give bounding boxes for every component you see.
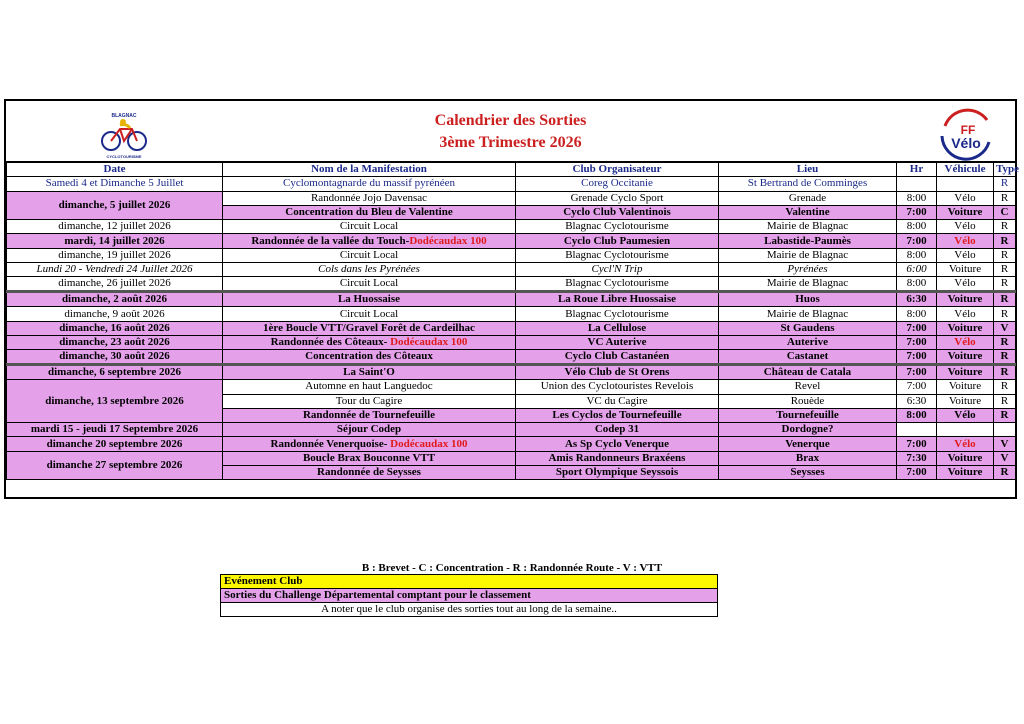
cell-type: R <box>994 408 1016 422</box>
cell-name: Circuit Local <box>223 248 516 262</box>
cell-lieu: Rouède <box>719 394 897 408</box>
dodecaudax-tag: Dodécaudax 100 <box>390 336 468 349</box>
cell-type: V <box>994 451 1016 465</box>
logo-right-top-text: FF <box>960 123 976 137</box>
cell-hr: 6:00 <box>897 263 937 277</box>
cell-hr: 7:30 <box>897 451 937 465</box>
cell-type: R <box>994 177 1016 191</box>
table-row <box>7 437 1016 451</box>
cell-date: Samedi 4 et Dimanche 5 Juillet <box>7 177 223 191</box>
cell-hr: 8:00 <box>897 277 937 292</box>
cell-date: dimanche, 30 août 2026 <box>7 350 223 365</box>
cell-lieu: Mairie de Blagnac <box>719 307 897 321</box>
cell-date: dimanche 20 septembre 2026 <box>7 437 223 451</box>
cell-veh: Voiture <box>937 466 994 480</box>
color-legend <box>220 575 718 617</box>
table-row <box>7 423 1016 437</box>
cell-veh: Voiture <box>937 205 994 219</box>
cell-hr: 7:00 <box>897 205 937 219</box>
cell-type: R <box>994 248 1016 262</box>
cell-club: Blagnac Cyclotourisme <box>516 277 719 292</box>
calendar-sheet <box>4 99 1020 499</box>
cell-lieu: Mairie de Blagnac <box>719 277 897 292</box>
cell-type: R <box>994 394 1016 408</box>
cell-hr: 7:00 <box>897 350 937 365</box>
table-row <box>7 380 1016 394</box>
cell-lieu: Pyrénées <box>719 263 897 277</box>
cell-hr: 6:30 <box>897 394 937 408</box>
cell-veh: Vélo <box>937 335 994 349</box>
cell-club: Blagnac Cyclotourisme <box>516 307 719 321</box>
table-row <box>7 277 1016 292</box>
cell-lieu: Brax <box>719 451 897 465</box>
cell-name: Cols dans les Pyrénées <box>223 263 516 277</box>
type-legend: B : Brevet - C : Concentration - R : Randonnée Route - V : VTT <box>361 562 663 574</box>
cell-date: dimanche, 5 juillet 2026 <box>7 191 223 220</box>
logo-left-bottom-text: CYCLOTOURISME <box>106 154 142 159</box>
table-row <box>7 307 1016 321</box>
col-name: Nom de la Manifestation <box>223 163 516 177</box>
cell-hr <box>897 177 937 191</box>
cell-hr: 8:00 <box>897 220 937 234</box>
cell-veh <box>937 423 994 437</box>
cell-name <box>223 437 516 451</box>
cell-hr: 8:00 <box>897 191 937 205</box>
cell-name: Automne en haut Languedoc <box>223 380 516 394</box>
cell-type: R <box>994 466 1016 480</box>
cell-name: Randonnée de Seysses <box>223 466 516 480</box>
cell-lieu: Château de Catala <box>719 365 897 380</box>
cell-date: mardi 15 - jeudi 17 Septembre 2026 <box>7 423 223 437</box>
dodecaudax-tag: Dodécaudax 100 <box>409 234 487 247</box>
cell-lieu: Valentine <box>719 205 897 219</box>
col-lieu: Lieu <box>719 163 897 177</box>
cell-lieu: St Bertrand de Comminges <box>719 177 897 191</box>
cell-hr: 7:00 <box>897 335 937 349</box>
cell-veh: Voiture <box>937 350 994 365</box>
cell-club: La Cellulose <box>516 321 719 335</box>
table-row <box>7 234 1016 248</box>
ffvelo-logo <box>937 106 995 160</box>
cell-club: Les Cyclos de Tournefeuille <box>516 408 719 422</box>
table-row <box>7 248 1016 262</box>
cell-veh: Voiture <box>937 263 994 277</box>
cell-type <box>994 423 1016 437</box>
cell-lieu: Grenade <box>719 191 897 205</box>
col-date: Date <box>7 163 223 177</box>
cell-veh: Vélo <box>937 234 994 248</box>
legend-club-event: Evénement Club <box>220 574 718 589</box>
cell-hr: 7:00 <box>897 380 937 394</box>
table-row <box>7 335 1016 349</box>
cell-hr: 8:00 <box>897 248 937 262</box>
table-row <box>7 321 1016 335</box>
cell-hr: 8:00 <box>897 307 937 321</box>
col-hr: Hr <box>897 163 937 177</box>
cell-veh: Voiture <box>937 292 994 307</box>
cell-club: Blagnac Cyclotourisme <box>516 220 719 234</box>
dodecaudax-tag: Dodécaudax 100 <box>390 437 468 450</box>
cell-type: R <box>994 277 1016 292</box>
logo-left-top-text: BLAGNAC <box>111 113 137 119</box>
calendar-table <box>6 162 1020 480</box>
legend-note: A noter que le club organise des sorties tout au long de la semaine.. <box>220 602 718 617</box>
cell-club: Sport Olympique Seyssois <box>516 466 719 480</box>
cell-name: Boucle Brax Bouconne VTT <box>223 451 516 465</box>
cell-veh <box>937 177 994 191</box>
cell-date: dimanche, 12 juillet 2026 <box>7 220 223 234</box>
cell-veh: Vélo <box>937 248 994 262</box>
cell-name <box>223 234 516 248</box>
cell-date: dimanche 27 septembre 2026 <box>7 451 223 480</box>
cell-lieu: Castanet <box>719 350 897 365</box>
cell-hr: 6:30 <box>897 292 937 307</box>
cell-type: R <box>994 335 1016 349</box>
cell-name: Séjour Codep <box>223 423 516 437</box>
cell-club: Coreg Occitanie <box>516 177 719 191</box>
table-row <box>7 365 1016 380</box>
cell-lieu: Auterive <box>719 335 897 349</box>
cell-type: R <box>994 307 1016 321</box>
cell-type: R <box>994 380 1016 394</box>
cell-type: R <box>994 220 1016 234</box>
cell-club: Cyclo Club Valentinois <box>516 205 719 219</box>
cell-name-text: Randonnée de la vallée du Touch- <box>251 234 410 247</box>
logo-right-bottom-text: Vélo <box>951 135 981 151</box>
cell-lieu: Mairie de Blagnac <box>719 248 897 262</box>
table-row <box>7 263 1016 277</box>
cell-veh: Vélo <box>937 220 994 234</box>
cell-date: Lundi 20 - Vendredi 24 Juillet 2026 <box>7 263 223 277</box>
cell-lieu: Seysses <box>719 466 897 480</box>
cell-lieu: Dordogne? <box>719 423 897 437</box>
col-vehicule: Véhicule <box>937 163 994 177</box>
cell-name: Randonnée Jojo Davensac <box>223 191 516 205</box>
cell-club: Cyclo Club Paumesien <box>516 234 719 248</box>
cell-date: dimanche, 13 septembre 2026 <box>7 380 223 423</box>
cell-hr: 8:00 <box>897 408 937 422</box>
col-club: Club Organisateur <box>516 163 719 177</box>
legend-challenge: Sorties du Challenge Départemental comptant pour le classement <box>220 588 718 603</box>
cell-date: dimanche, 9 août 2026 <box>7 307 223 321</box>
cell-lieu: Venerque <box>719 437 897 451</box>
cell-lieu: Labastide-Paumès <box>719 234 897 248</box>
cell-name: Concentration des Côteaux <box>223 350 516 365</box>
cell-type: R <box>994 191 1016 205</box>
cell-club: VC Auterive <box>516 335 719 349</box>
cell-lieu: Revel <box>719 380 897 394</box>
cell-club: Union des Cyclotouristes Revelois <box>516 380 719 394</box>
cell-name: La Saint'O <box>223 365 516 380</box>
table-row <box>7 292 1016 307</box>
cell-veh: Vélo <box>937 408 994 422</box>
cell-name: Cyclomontagnarde du massif pyrénéen <box>223 177 516 191</box>
table-header <box>7 163 1016 177</box>
cell-type: R <box>994 365 1016 380</box>
cell-club: VC du Cagire <box>516 394 719 408</box>
cell-name: Concentration du Bleu de Valentine <box>223 205 516 219</box>
cell-date: dimanche, 19 juillet 2026 <box>7 248 223 262</box>
cell-name: La Huossaise <box>223 292 516 307</box>
cell-date: dimanche, 23 août 2026 <box>7 335 223 349</box>
cell-date: dimanche, 6 septembre 2026 <box>7 365 223 380</box>
cell-veh: Voiture <box>937 394 994 408</box>
cell-club: Blagnac Cyclotourisme <box>516 248 719 262</box>
cell-name: Circuit Local <box>223 277 516 292</box>
cell-date: dimanche, 26 juillet 2026 <box>7 277 223 292</box>
cell-hr: 7:00 <box>897 234 937 248</box>
cell-name <box>223 335 516 349</box>
cell-type: R <box>994 350 1016 365</box>
cell-hr: 7:00 <box>897 466 937 480</box>
cell-veh: Voiture <box>937 451 994 465</box>
cell-type: V <box>994 321 1016 335</box>
cell-veh: Vélo <box>937 191 994 205</box>
title-bar <box>6 101 1015 162</box>
cell-lieu: St Gaudens <box>719 321 897 335</box>
table-row <box>7 177 1016 191</box>
cell-type: V <box>994 437 1016 451</box>
col-type: Type <box>994 163 1016 177</box>
cell-club: Amis Randonneurs Braxéens <box>516 451 719 465</box>
table-row <box>7 220 1016 234</box>
cell-date: dimanche, 2 août 2026 <box>7 292 223 307</box>
cell-veh: Voiture <box>937 380 994 394</box>
table-row <box>7 350 1016 365</box>
page-subtitle: 3ème Trimestre 2026 <box>439 134 582 151</box>
cell-date: mardi, 14 juillet 2026 <box>7 234 223 248</box>
table-row <box>7 191 1016 205</box>
cell-club: La Roue Libre Huossaise <box>516 292 719 307</box>
cell-name: Tour du Cagire <box>223 394 516 408</box>
cell-veh: Voiture <box>937 365 994 380</box>
page-title: Calendrier des Sorties <box>434 112 587 129</box>
cell-name-text: Randonnée Venerquoise- <box>270 437 391 450</box>
cell-veh: Vélo <box>937 307 994 321</box>
cell-name-text: Randonnée des Côteaux- <box>270 336 391 349</box>
cell-type: R <box>994 263 1016 277</box>
cell-veh: Vélo <box>937 437 994 451</box>
cell-name: Circuit Local <box>223 307 516 321</box>
cell-club: Codep 31 <box>516 423 719 437</box>
cell-club: As Sp Cyclo Venerque <box>516 437 719 451</box>
cell-type: C <box>994 205 1016 219</box>
cell-name: Circuit Local <box>223 220 516 234</box>
cell-veh: Vélo <box>937 277 994 292</box>
cell-hr: 7:00 <box>897 365 937 380</box>
cell-lieu: Mairie de Blagnac <box>719 220 897 234</box>
cell-lieu: Huos <box>719 292 897 307</box>
cell-hr <box>897 423 937 437</box>
cell-date: dimanche, 16 août 2026 <box>7 321 223 335</box>
cell-club: Cycl'N Trip <box>516 263 719 277</box>
cell-type: R <box>994 234 1016 248</box>
cell-club: Cyclo Club Castanéen <box>516 350 719 365</box>
cell-type: R <box>994 292 1016 307</box>
cell-club: Grenade Cyclo Sport <box>516 191 719 205</box>
cell-name: 1ère Boucle VTT/Gravel Forêt de Cardeilhac <box>223 321 516 335</box>
table-row <box>7 451 1016 465</box>
cell-lieu: Tournefeuille <box>719 408 897 422</box>
cell-name: Randonnée de Tournefeuille <box>223 408 516 422</box>
cell-hr: 7:00 <box>897 321 937 335</box>
cell-veh: Voiture <box>937 321 994 335</box>
cell-club: Vélo Club de St Orens <box>516 365 719 380</box>
cell-hr: 7:00 <box>897 437 937 451</box>
